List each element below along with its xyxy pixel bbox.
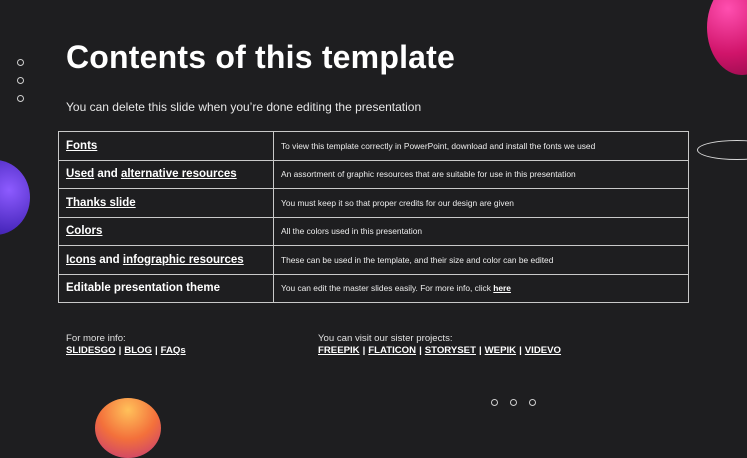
table-row xyxy=(59,274,689,303)
here-link[interactable]: here xyxy=(493,283,511,294)
row-description: These can be used in the template, and their size and color can be edited xyxy=(274,246,689,275)
more-info-footer xyxy=(66,333,186,356)
dot-icon xyxy=(491,399,498,406)
label-connector: and xyxy=(94,168,121,181)
table-row xyxy=(59,246,689,275)
more-info-label: For more info: xyxy=(66,333,126,344)
separator: | xyxy=(478,345,482,356)
row-label-cell xyxy=(59,189,274,218)
sister-projects-label: You can visit our sister projects: xyxy=(318,333,453,344)
table-row xyxy=(59,160,689,189)
wepik-link[interactable]: WEPIK xyxy=(484,345,517,356)
purple-gradient-circle xyxy=(0,160,30,235)
row-label-cell xyxy=(59,274,274,303)
blog-link[interactable]: BLOG xyxy=(124,345,152,356)
pink-gradient-circle xyxy=(707,0,747,75)
editable-theme-label: Editable presentation theme xyxy=(66,282,221,295)
sister-projects-links xyxy=(318,345,561,356)
vertical-dots-icon xyxy=(17,59,25,113)
flaticon-link[interactable]: FLATICON xyxy=(368,345,417,356)
fonts-link[interactable]: Fonts xyxy=(66,139,98,152)
contents-table xyxy=(58,131,689,303)
dot-icon xyxy=(17,77,24,84)
table-row xyxy=(59,132,689,161)
table-row xyxy=(59,189,689,218)
row-description: You must keep it so that proper credits for our design are given xyxy=(274,189,689,218)
icons-link[interactable]: Icons xyxy=(66,253,97,266)
dot-icon xyxy=(529,399,536,406)
thanks-slide-link[interactable]: Thanks slide xyxy=(66,196,136,209)
dot-icon xyxy=(510,399,517,406)
sister-projects-footer xyxy=(318,333,561,356)
slide-title: Contents of this template xyxy=(66,39,456,75)
videvo-link[interactable]: VIDEVO xyxy=(524,345,562,356)
infographic-resources-link[interactable]: infographic resources xyxy=(122,253,244,266)
row-label-cell xyxy=(59,246,274,275)
more-info-links xyxy=(66,345,186,356)
slidesgo-link[interactable]: SLIDESGO xyxy=(66,345,116,356)
orange-gradient-circle xyxy=(95,398,161,458)
row-label-cell xyxy=(59,160,274,189)
dot-icon xyxy=(17,59,24,66)
used-resources-link[interactable]: Used xyxy=(66,168,95,181)
slide-subtitle: You can delete this slide when you’re done editing the presentation xyxy=(66,100,422,114)
alternative-resources-link[interactable]: alternative resources xyxy=(120,168,237,181)
table-row xyxy=(59,217,689,246)
separator: | xyxy=(519,345,522,356)
freepik-link[interactable]: FREEPIK xyxy=(318,345,360,356)
ring-outline xyxy=(697,140,747,160)
row-description: An assortment of graphic resources that are suitable for use in this presentation xyxy=(274,160,689,189)
separator: | xyxy=(154,345,158,356)
separator: | xyxy=(362,345,366,356)
colors-link[interactable]: Colors xyxy=(66,225,103,238)
label-connector: and xyxy=(96,253,123,266)
row-description: All the colors used in this presentation xyxy=(274,217,689,246)
storyset-link[interactable]: STORYSET xyxy=(424,345,476,356)
separator: | xyxy=(118,345,122,356)
row-label-cell xyxy=(59,217,274,246)
faqs-link[interactable]: FAQs xyxy=(160,345,186,356)
separator: | xyxy=(419,345,422,356)
row-label-cell xyxy=(59,132,274,161)
horizontal-dots-icon xyxy=(491,399,548,406)
row-description: To view this template correctly in PowerPoint, download and install the fonts we used xyxy=(274,132,689,161)
row-description: You can edit the master slides easily. For more info, click xyxy=(281,283,494,294)
dot-icon xyxy=(17,95,24,102)
row-description-cell xyxy=(274,274,689,303)
